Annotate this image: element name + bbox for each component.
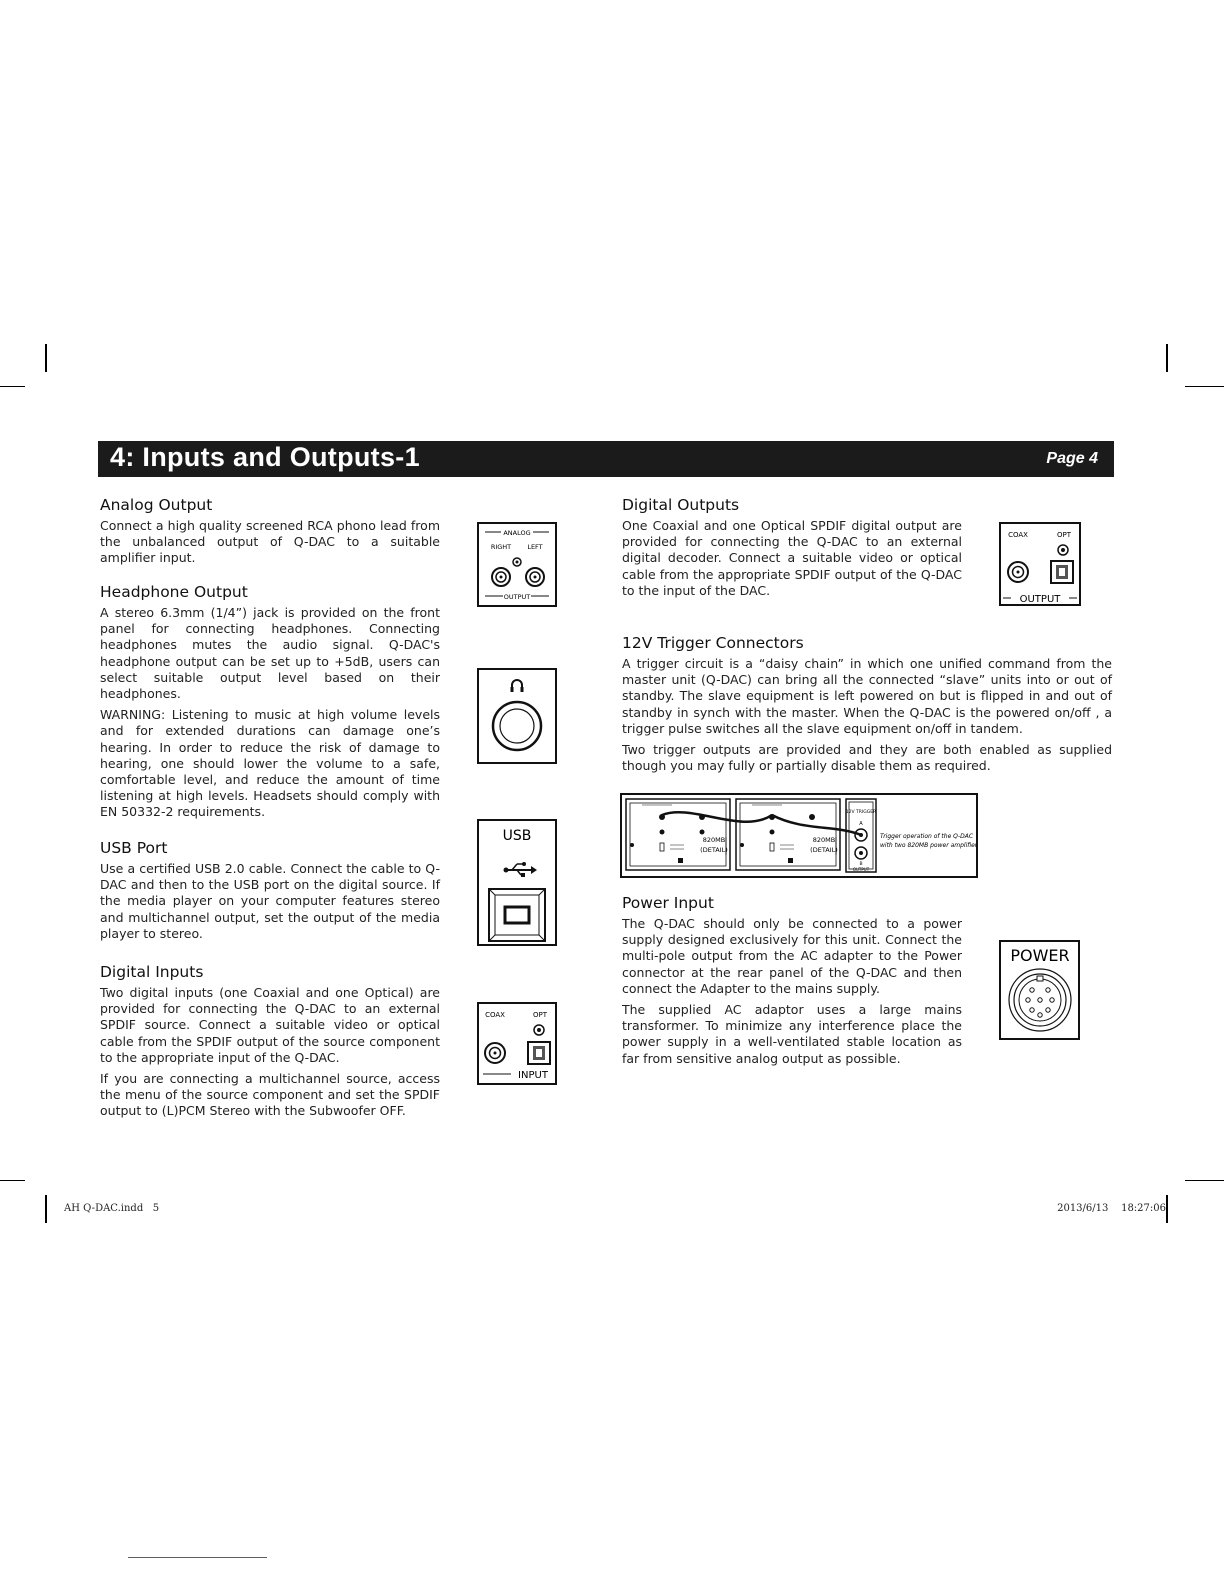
headphone-output-text: A stereo 6.3mm (1/4”) jack is provided on the front panel for connecting headphones. Connecting headphones mutes the audio signal. Q-DAC's headphone output can be set up to +5dB, users can select suitable output level based on their headphones. xyxy=(100,605,440,702)
blue-rule xyxy=(128,1557,267,1558)
trigger-output-label: OUTPUT xyxy=(852,867,870,872)
power-connector-panel xyxy=(999,940,1080,1040)
trigger-section xyxy=(622,634,1112,779)
analog-left-label: LEFT xyxy=(527,543,543,551)
amp1-detail-label: (DETAIL) xyxy=(700,846,728,854)
trigger-label: 12V TRIGGER xyxy=(845,810,877,815)
digital-inputs-section xyxy=(100,963,440,1125)
crop-mark xyxy=(45,1195,47,1223)
amp1-model-label: 820MB xyxy=(702,836,726,844)
trigger-caption-line-1: Trigger operation of the Q-DAC xyxy=(880,833,974,840)
trigger-caption-line-2: with two 820MB power amplifiers xyxy=(880,842,976,849)
trigger-diagram xyxy=(620,793,978,878)
power-input-text: The Q-DAC should only be connected to a power supply designed exclusively for this unit. Connect the multi-pole output from the AC adapter to the Power connector at the rear panel of the Q-DAC and then connect the Adapter to the mains supply. xyxy=(622,916,962,996)
digital-outputs-text: One Coaxial and one Optical SPDIF digital output are provided for connecting the Q-DAC to an external digital decoder. Connect a suitable video or optical cable from the appropriate SPDIF output of the Q-DAC to the input of the DAC. xyxy=(622,518,962,598)
footer-file-name: AH Q-DAC.indd 5 xyxy=(64,1203,160,1214)
digital-input-opt-label: OPT xyxy=(532,1011,548,1019)
headphone-output-heading: Headphone Output xyxy=(100,583,248,601)
trigger-options-text: Two trigger outputs are provided and they are both enabled as supplied though you may fully or partially disable them as required. xyxy=(622,742,1112,774)
crop-mark xyxy=(0,386,25,387)
footer-timestamp: 2013/6/13 18:27:06 xyxy=(1057,1203,1166,1214)
headphone-jack-panel xyxy=(477,668,557,764)
analog-right-label: RIGHT xyxy=(490,543,512,551)
usb-port-section xyxy=(100,839,440,947)
trigger-heading: 12V Trigger Connectors xyxy=(622,634,804,652)
usb-panel xyxy=(477,819,557,946)
digital-output-panel xyxy=(999,522,1081,606)
power-input-adaptor-text: The supplied AC adaptor uses a large mains transformer. To minimize any interference place the power supply in a well-ventilated stable location as far from sensitive analog output as possible. xyxy=(622,1002,962,1066)
section-title: 4: Inputs and Outputs-1 xyxy=(110,442,420,472)
trigger-daisy-chain-diagram xyxy=(622,795,976,876)
analog-group-label: ANALOG xyxy=(503,529,531,537)
digital-output-coax-label: COAX xyxy=(1008,531,1028,539)
analog-output-panel xyxy=(477,522,557,607)
usb-label: USB xyxy=(502,828,532,844)
usb-port-text: Use a certified USB 2.0 cable. Connect the cable to Q-DAC and then to the USB port on the digital source. If the media player on your computer features stereo and multichannel output, set the output of the media player to stereo. xyxy=(100,861,440,941)
digital-input-panel xyxy=(477,1002,557,1085)
usb-symbol-icon xyxy=(504,862,538,877)
headphone-warning-text: WARNING: Listening to music at high volume levels and for extended durations can damage one’s hearing. In order to reduce the risk of damage to hearing, one should lower the volume to a safe, comfortable level, and reduce the amount of time listening at high levels. Headsets should comply with EN 50332-2 requirements. xyxy=(100,707,440,820)
digital-input-coax-label: COAX xyxy=(485,1011,505,1019)
usb-port-heading: USB Port xyxy=(100,839,168,857)
crop-mark xyxy=(1166,344,1168,372)
crop-mark xyxy=(1166,1195,1168,1223)
trigger-jack-a-label: A xyxy=(859,821,863,827)
analog-rca-jacks-icon xyxy=(479,524,555,605)
analog-output-heading: Analog Output xyxy=(100,496,213,514)
power-input-heading: Power Input xyxy=(622,894,714,912)
trigger-jack-b-label: B xyxy=(859,862,863,867)
trigger-text: A trigger circuit is a “daisy chain” in which one unified command from the master unit (Q-DAC) can bring all the connected “slave” units into or out of standby. The slave equipment is left powered on but is flipped in and out of standby in synch with the master. When the Q-DAC is the powered on/off , a trigger pulse switches all the slave equipment on/off in tandem. xyxy=(622,656,1112,736)
headphone-jack-icon xyxy=(479,670,555,762)
crop-mark xyxy=(0,1180,25,1181)
digital-input-label: INPUT xyxy=(518,1070,548,1081)
power-connector-icon xyxy=(1001,942,1078,1038)
digital-inputs-multichannel-text: If you are connecting a multichannel source, access the menu of the source component and set the SPDIF output to (L)PCM Stereo with the Subwoofer OFF. xyxy=(100,1071,440,1119)
analog-output-label: OUTPUT xyxy=(503,593,531,601)
amp2-detail-label: (DETAIL) xyxy=(810,846,838,854)
crop-mark xyxy=(1185,1180,1224,1181)
digital-inputs-text: Two digital inputs (one Coaxial and one Optical) are provided for connecting the Q-DAC to an external SPDIF source. Connect a suitable video or optical cable from the SPDIF output of the source component to the appropriate input of the Q-DAC. xyxy=(100,985,440,1065)
crop-mark xyxy=(45,344,47,372)
digital-output-label: OUTPUT xyxy=(1019,594,1061,604)
digital-output-jacks-icon xyxy=(1001,524,1079,604)
usb-connector-icon xyxy=(479,821,555,944)
digital-input-jacks-icon xyxy=(479,1004,555,1083)
digital-outputs-heading: Digital Outputs xyxy=(622,496,740,514)
crop-mark xyxy=(1185,386,1224,387)
power-label: POWER xyxy=(1010,946,1070,965)
digital-inputs-heading: Digital Inputs xyxy=(100,963,204,981)
power-input-section xyxy=(622,894,962,1072)
digital-outputs-section xyxy=(622,496,962,604)
section-header-bar xyxy=(98,441,1114,477)
amp2-model-label: 820MB xyxy=(812,836,836,844)
page-number: Page 4 xyxy=(1046,450,1098,467)
analog-output-text: Connect a high quality screened RCA phono lead from the unbalanced output of Q-DAC to a suitable amplifier input. xyxy=(100,518,440,566)
headphone-output-section xyxy=(100,583,440,826)
analog-output-section xyxy=(100,496,440,572)
digital-output-opt-label: OPT xyxy=(1056,531,1072,539)
